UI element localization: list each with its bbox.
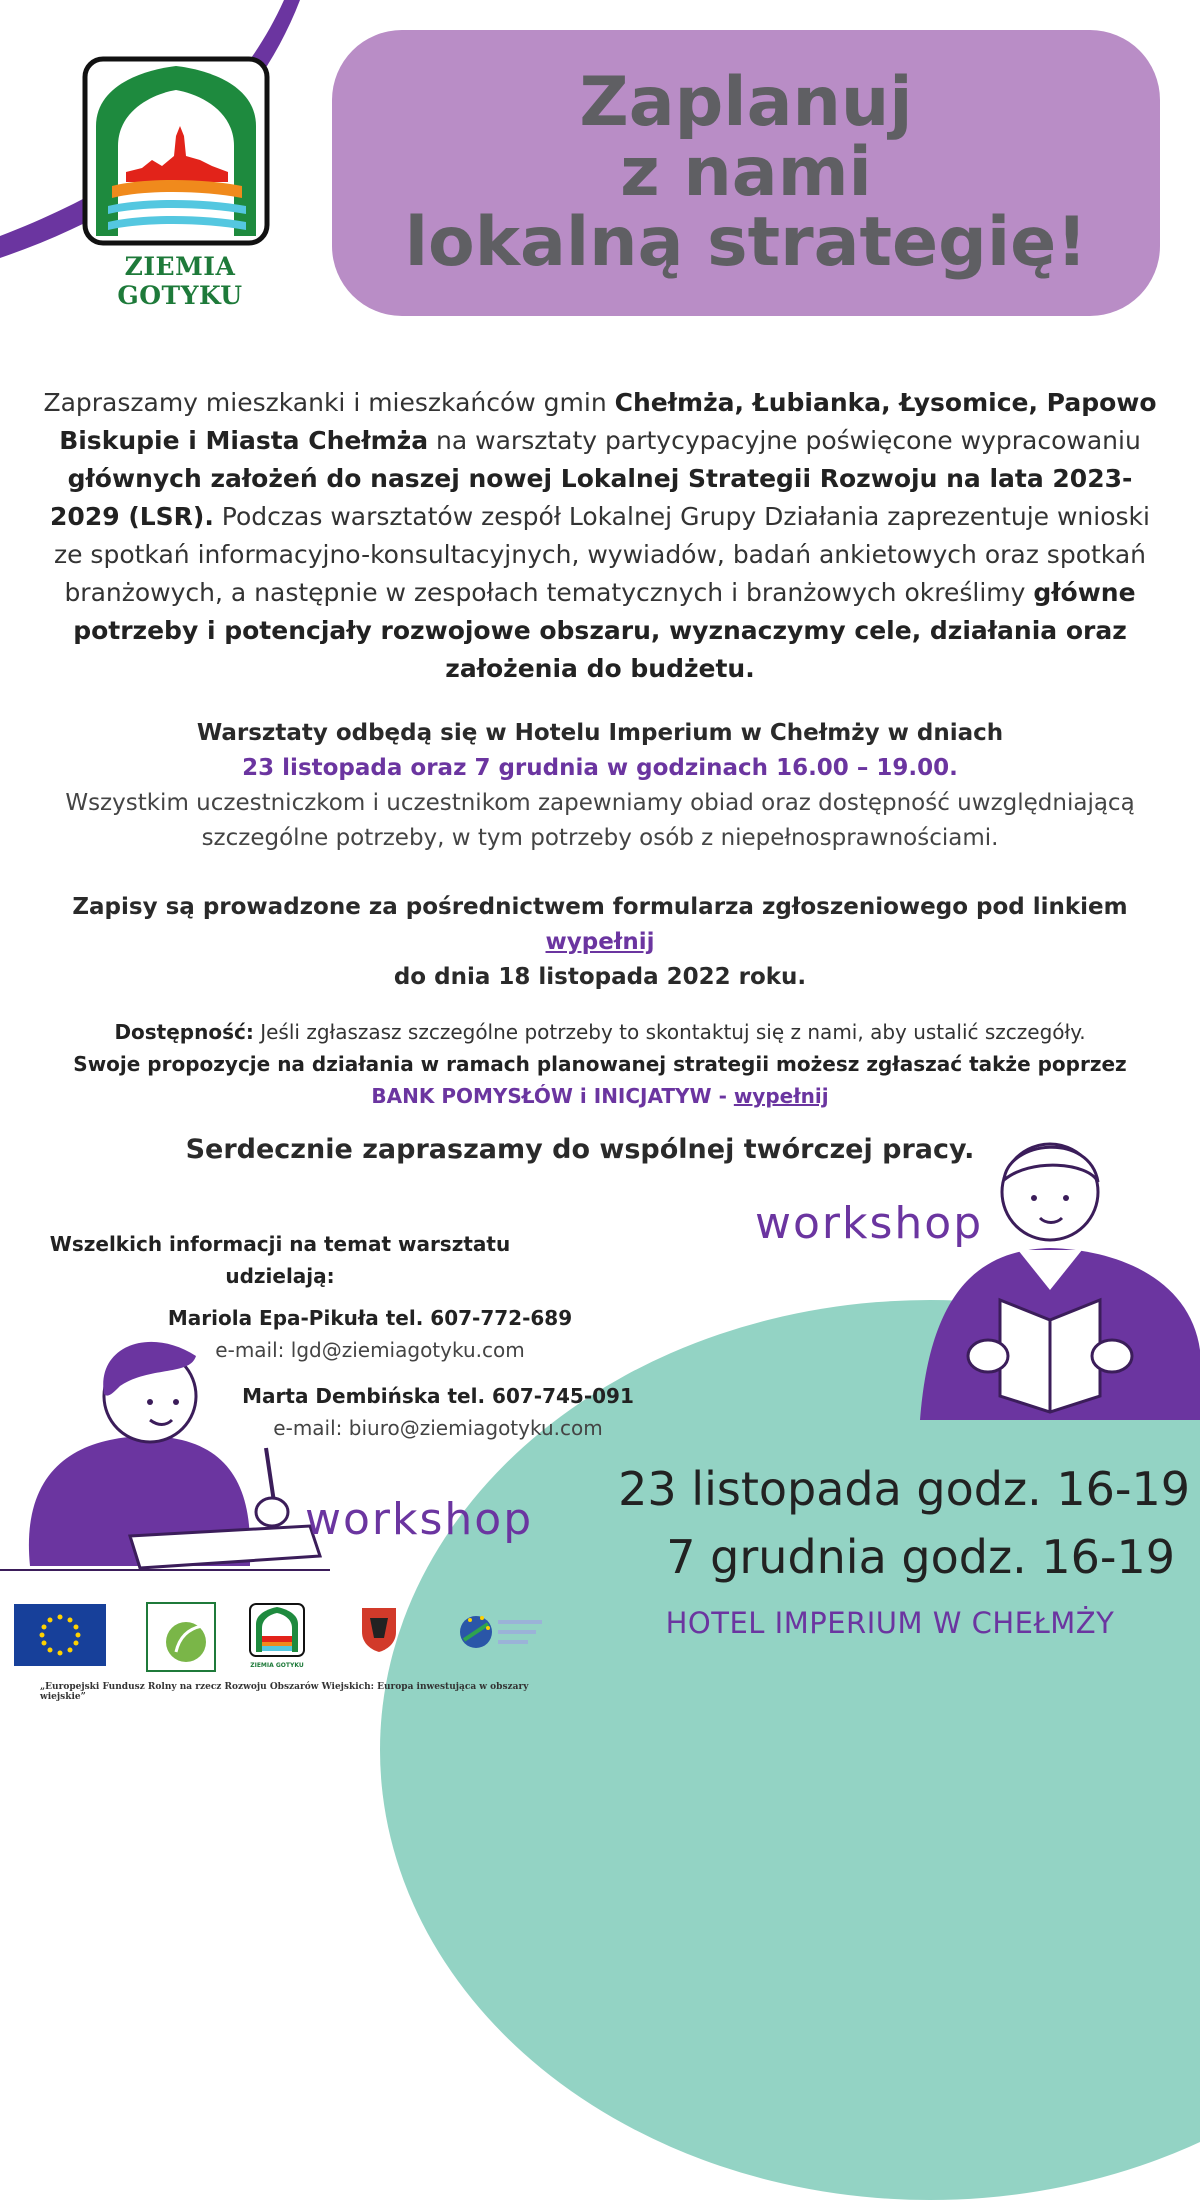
leader-logo	[146, 1602, 216, 1672]
intro-text-2: na warsztaty partycypacyjne poświęcone wypracowaniu	[428, 426, 1141, 455]
contact-2-name-phone: Marta Dembińska tel. 607-745-091	[242, 1384, 634, 1408]
accessibility-info	[20, 1016, 1180, 1112]
signup-deadline: do dnia 18 listopada 2022 roku.	[393, 964, 807, 990]
contact-1-email[interactable]: e-mail: lgd@ziemiagotyku.com	[215, 1338, 525, 1362]
venue-catering-note: Wszystkim uczestniczkom i uczestnikom zapewniamy obiad oraz dostępność uwzględniającą szczególne potrzeby, w tym potrzeby osób z niepełnosprawnościami.	[65, 790, 1135, 851]
date-1: 23 listopada godz. 16-19	[618, 1462, 1190, 1516]
accessibility-label: Dostępność:	[114, 1020, 254, 1044]
title-line-3: lokalną strategię!	[404, 203, 1088, 282]
zg-small-caption: ZIEMIA GOTYKU	[250, 1662, 304, 1669]
prow-logo	[456, 1604, 548, 1660]
workshop-label-right: workshop	[755, 1198, 984, 1249]
signup-form-link[interactable]: wypełnij	[545, 929, 655, 955]
leader-leaf-icon	[148, 1604, 214, 1670]
regional-crest-logo	[358, 1604, 400, 1654]
contact-person-2	[228, 1380, 648, 1444]
intro-paragraph	[40, 384, 1160, 688]
logo-caption: ZIEMIA GOTYKU	[117, 252, 243, 310]
eu-flag-logo	[14, 1604, 106, 1666]
contact-person-1	[160, 1302, 580, 1366]
venue-line: Warsztaty odbędą się w Hotelu Imperium w Chełmży w dniach	[196, 720, 1004, 746]
date-2: 7 grudnia godz. 16-19	[666, 1530, 1175, 1584]
contact-1-name-phone: Mariola Epa-Pikuła tel. 607-772-689	[167, 1306, 573, 1330]
ziemia-gotyku-logo	[82, 56, 270, 246]
intro-text-3: Podczas warsztatów zespół Lokalnej Grupy Działania zaprezentuje wnioski ze spotkań informacyjno-konsultacyjnych, wywiadów, badań ankietowych oraz spotkań branżowych, a następnie w zespołach tematycznych i branżowych określimy	[53, 502, 1150, 607]
title-line-1: Zaplanuj	[579, 63, 913, 142]
page-title	[404, 63, 1088, 282]
hotel-name: HOTEL IMPERIUM W CHEŁMŻY	[665, 1606, 1115, 1640]
workshop-label-left: workshop	[305, 1494, 534, 1545]
intro-bold-strategy: głównych założeń do naszej nowej Lokalnej Strategii Rozwoju na lata 2023-2029 (LSR).	[50, 464, 1133, 531]
contact-2-email[interactable]: e-mail: biuro@ziemiagotyku.com	[273, 1416, 603, 1440]
venue-info	[60, 716, 1140, 856]
venue-dates: 23 listopada oraz 7 grudnia w godzinach 16.00 – 19.00.	[242, 755, 958, 781]
signup-text: Zapisy są prowadzone za pośrednictwem formularza zgłoszeniowego pod linkiem	[72, 894, 1128, 920]
title-banner	[332, 30, 1160, 316]
signup-info	[60, 890, 1140, 995]
proposals-text: Swoje propozycje na działania w ramach planowanej strategii możesz zgłaszać także poprzez	[73, 1052, 1127, 1076]
person-reading-illustration	[900, 1120, 1200, 1420]
intro-text-1: Zapraszamy mieszkanki i mieszkańców gmin	[43, 388, 615, 417]
eafrd-footer-note: „Europejski Fundusz Rolny na rzecz Rozwoju Obszarów Wiejskich: Europa inwestująca w obszary wiejskie”	[40, 1682, 529, 1702]
intro-bold-goals: główne potrzeby i potencjały rozwojowe obszaru, wyznaczymy cele, działania oraz założenia do budżetu.	[73, 578, 1136, 683]
contact-heading: Wszelkich informacji na temat warsztatu udzielają:	[49, 1232, 511, 1288]
ideas-bank-label: BANK POMYSŁÓW i INICJATYW -	[371, 1084, 734, 1108]
accessibility-text: Jeśli zgłaszasz szczególne potrzeby to skontaktuj się z nami, aby ustalić szczegóły.	[253, 1020, 1086, 1044]
intro-bold-municipalities: Chełmża, Łubianka, Łysomice, Papowo Biskupie i Miasta Chełmża	[59, 388, 1157, 455]
title-line-2: z nami	[620, 133, 872, 212]
ziemia-gotyku-small-logo	[248, 1602, 306, 1670]
invitation-text: Serdecznie zapraszamy do wspólnej twórczej pracy.	[185, 1134, 975, 1165]
ideas-bank-link[interactable]: wypełnij	[733, 1084, 829, 1108]
